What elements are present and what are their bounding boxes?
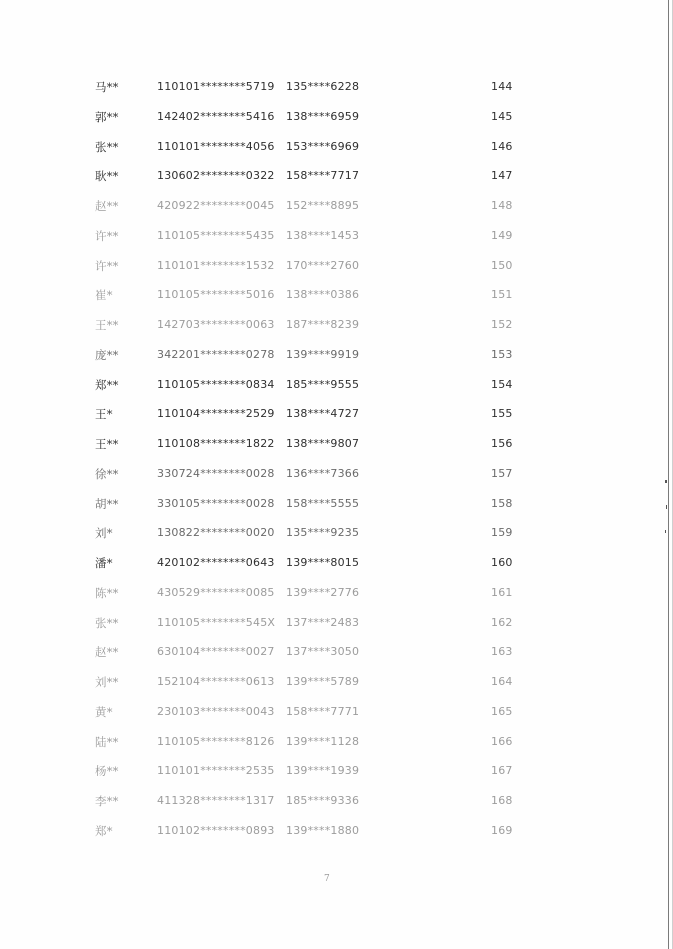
record-id-number: 110105********8126 (157, 734, 275, 748)
record-id-number: 130822********0020 (157, 526, 275, 540)
record-row (0, 494, 673, 524)
record-name: 张** (95, 615, 119, 630)
record-phone: 139****1880 (286, 823, 360, 837)
record-id-number: 110101********1532 (157, 258, 275, 272)
record-phone: 185****9555 (286, 377, 360, 391)
record-phone: 185****9336 (286, 794, 360, 807)
record-row (0, 375, 673, 405)
record-row (0, 77, 673, 107)
record-id-number: 110101********4056 (157, 139, 275, 153)
record-row (0, 553, 673, 583)
record-phone: 137****3050 (286, 645, 360, 659)
record-phone: 139****1939 (286, 764, 360, 778)
record-id-number: 142703********0063 (157, 318, 275, 331)
record-name: 郑* (95, 823, 113, 838)
record-row (0, 137, 673, 167)
record-phone: 139****8015 (286, 556, 360, 569)
record-list (0, 77, 673, 851)
record-row (0, 583, 673, 613)
record-name: 刘* (95, 526, 113, 541)
record-id-number: 411328********1317 (157, 794, 275, 807)
record-id-number: 110105********545X (157, 615, 276, 629)
page-number: 7 (324, 874, 330, 884)
record-sequence-number: 165 (491, 704, 513, 718)
record-id-number: 142402********5416 (157, 109, 275, 123)
record-row (0, 404, 673, 434)
record-id-number: 430529********0085 (157, 585, 275, 599)
record-sequence-number: 144 (491, 80, 513, 93)
record-name: 王* (95, 407, 113, 422)
record-row (0, 464, 673, 494)
record-row (0, 107, 673, 137)
record-phone: 138****4727 (286, 407, 360, 421)
record-phone: 138****9807 (286, 437, 360, 450)
record-name: 徐** (95, 466, 119, 481)
record-name: 王** (95, 437, 119, 451)
record-row (0, 523, 673, 553)
record-name: 张** (95, 139, 119, 154)
record-phone: 135****9235 (286, 526, 360, 540)
record-row (0, 672, 673, 702)
record-phone: 158****5555 (286, 496, 360, 510)
record-sequence-number: 153 (491, 347, 513, 361)
record-sequence-number: 155 (491, 407, 513, 421)
record-row (0, 821, 673, 851)
record-name: 黄* (95, 704, 113, 719)
record-id-number: 330105********0028 (157, 496, 275, 510)
record-sequence-number: 151 (491, 288, 513, 302)
record-sequence-number: 157 (491, 466, 513, 480)
record-row (0, 613, 673, 643)
record-sequence-number: 160 (491, 556, 513, 569)
record-sequence-number: 148 (491, 199, 513, 212)
record-row (0, 642, 673, 672)
record-sequence-number: 168 (491, 794, 513, 807)
record-name: 郑** (95, 377, 119, 392)
record-name: 许** (95, 258, 119, 273)
record-id-number: 110101********5719 (157, 80, 275, 93)
record-row (0, 345, 673, 375)
record-row (0, 226, 673, 256)
record-id-number: 110105********0834 (157, 377, 275, 391)
record-row (0, 702, 673, 732)
record-row (0, 166, 673, 196)
record-name: 陈** (95, 585, 119, 600)
record-phone: 137****2483 (286, 615, 360, 629)
record-sequence-number: 147 (491, 169, 513, 183)
record-phone: 138****6959 (286, 109, 360, 123)
record-sequence-number: 164 (491, 675, 513, 688)
record-name: 陆** (95, 734, 119, 749)
record-id-number: 110105********5016 (157, 288, 275, 302)
record-id-number: 110105********5435 (157, 228, 275, 242)
record-id-number: 152104********0613 (157, 675, 275, 688)
record-row (0, 732, 673, 762)
record-id-number: 110108********1822 (157, 437, 275, 450)
record-phone: 138****0386 (286, 288, 360, 302)
record-name: 李** (95, 794, 119, 808)
record-sequence-number: 159 (491, 526, 513, 540)
record-name: 郭** (95, 109, 119, 124)
record-name: 杨** (95, 764, 119, 779)
record-row (0, 791, 673, 821)
record-row (0, 256, 673, 286)
record-phone: 152****8895 (286, 199, 360, 212)
record-phone: 139****9919 (286, 347, 360, 361)
record-id-number: 330724********0028 (157, 466, 275, 480)
record-name: 崔* (95, 288, 113, 303)
record-sequence-number: 154 (491, 377, 513, 391)
record-sequence-number: 158 (491, 496, 513, 510)
record-sequence-number: 152 (491, 318, 513, 331)
record-sequence-number: 166 (491, 734, 513, 748)
record-id-number: 110104********2529 (157, 407, 275, 421)
record-name: 胡** (95, 496, 119, 511)
record-row (0, 285, 673, 315)
record-sequence-number: 156 (491, 437, 513, 450)
record-phone: 187****8239 (286, 318, 360, 331)
record-name: 许** (95, 228, 119, 243)
record-id-number: 420922********0045 (157, 199, 275, 212)
record-phone: 136****7366 (286, 466, 360, 480)
record-id-number: 420102********0643 (157, 556, 275, 569)
record-name: 赵** (95, 199, 119, 213)
record-sequence-number: 161 (491, 585, 513, 599)
record-id-number: 110101********2535 (157, 764, 275, 778)
record-sequence-number: 169 (491, 823, 513, 837)
record-id-number: 230103********0043 (157, 704, 275, 718)
record-name: 刘** (95, 675, 119, 689)
record-row (0, 315, 673, 345)
record-name: 王** (95, 318, 119, 332)
record-phone: 135****6228 (286, 80, 360, 93)
record-id-number: 110102********0893 (157, 823, 275, 837)
record-phone: 139****1128 (286, 734, 360, 748)
record-row (0, 196, 673, 226)
record-phone: 139****5789 (286, 675, 360, 688)
record-sequence-number: 146 (491, 139, 513, 153)
record-sequence-number: 149 (491, 228, 513, 242)
record-id-number: 342201********0278 (157, 347, 275, 361)
record-phone: 158****7771 (286, 704, 360, 718)
record-name: 耿** (95, 169, 119, 184)
record-name: 赵** (95, 645, 119, 660)
record-sequence-number: 167 (491, 764, 513, 778)
record-name: 潘* (95, 556, 113, 570)
record-sequence-number: 145 (491, 109, 513, 123)
record-row (0, 761, 673, 791)
record-name: 庞** (95, 347, 119, 362)
record-sequence-number: 150 (491, 258, 513, 272)
record-phone: 138****1453 (286, 228, 360, 242)
record-phone: 158****7717 (286, 169, 360, 183)
record-name: 马** (95, 80, 119, 94)
record-phone: 153****6969 (286, 139, 360, 153)
record-sequence-number: 163 (491, 645, 513, 659)
record-row (0, 434, 673, 464)
record-sequence-number: 162 (491, 615, 513, 629)
record-phone: 170****2760 (286, 258, 360, 272)
record-id-number: 630104********0027 (157, 645, 275, 659)
record-id-number: 130602********0322 (157, 169, 275, 183)
record-phone: 139****2776 (286, 585, 360, 599)
